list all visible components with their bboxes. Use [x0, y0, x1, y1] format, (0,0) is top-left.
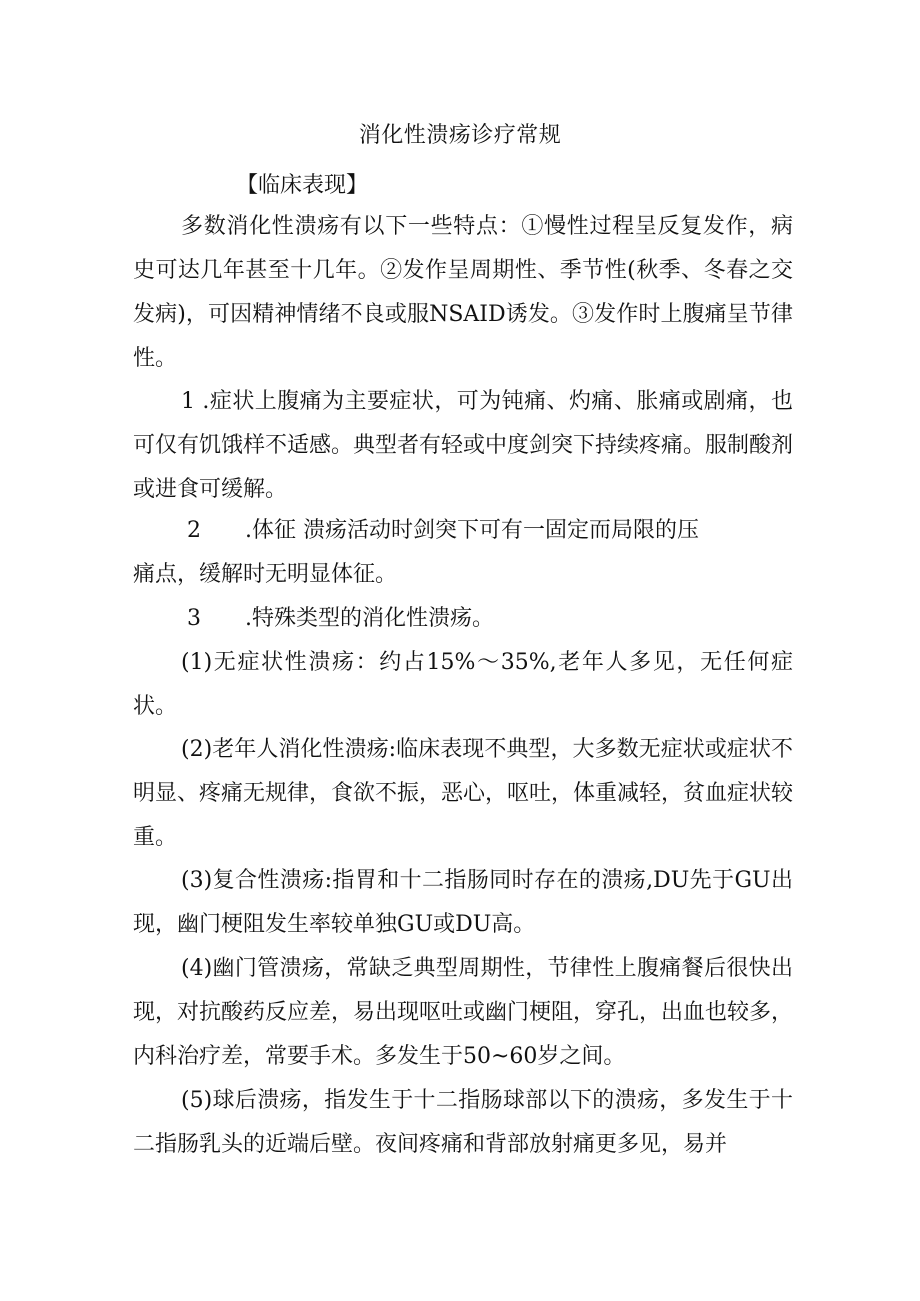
intro-paragraph: 多数消化性溃疡有以下一些特点：①慢性过程呈反复发作，病史可达几年甚至十几年。②发作呈周期性、季节性(秋季、冬春之交发病)，可因精神情绪不良或服NSAID诱发。③发作时上腹痛呈节律性。: [133, 214, 793, 371]
item-3-line: [187, 597, 494, 641]
document-title: 消化性溃疡诊疗常规: [358, 123, 562, 148]
subtype-2-paragraph: (2)老年人消化性溃疡:临床表现不典型，大多数无症状或症状不明显、疼痛无规律，食欲不振，恶心，呕吐，体重减轻，贫血症状较重。: [133, 737, 794, 850]
subtype-1-paragraph: (1)无症状性溃疡：约占15%～35%,老年人多见，无任何症状。: [133, 650, 793, 719]
item-2-number: 2: [187, 518, 201, 543]
item-2-line-1: [187, 509, 699, 553]
subtype-5-paragraph: (5)球后溃疡，指发生于十二指肠球部以下的溃疡，多发生于十二指肠乳头的近端后壁。夜间疼痛和背部放射痛更多见，易并: [133, 1088, 793, 1157]
item-1-paragraph: 1 .症状上腹痛为主要症状，可为钝痛、灼痛、胀痛或剧痛，也可仅有饥饿样不适感。典型者有轻或中度剑突下持续疼痛。服制酸剂或进食可缓解。: [133, 389, 794, 502]
subtype-4-paragraph: (4)幽门管溃疡，常缺乏典型周期性，节律性上腹痛餐后很快出现，对抗酸药反应差，易出现呕吐或幽门梗阻，穿孔，出血也较多，内科治疗差，常要手术。多发生于50~60岁之间。: [133, 956, 794, 1069]
item-3-text: .特殊类型的消化性溃疡。: [245, 606, 494, 631]
item-3-number: 3: [187, 606, 201, 631]
item-2-line-2: 痛点，缓解时无明显体征。: [133, 562, 398, 587]
item-2-text: .体征 溃疡活动时剑突下可有一固定而局限的压: [245, 518, 699, 543]
subtype-3-paragraph: (3)复合性溃疡:指胃和十二指肠同时存在的溃疡,DU先于GU出现，幽门梗阻发生率较单独GU或DU高。: [133, 868, 793, 937]
section-heading: 【临床表现】: [236, 173, 369, 198]
